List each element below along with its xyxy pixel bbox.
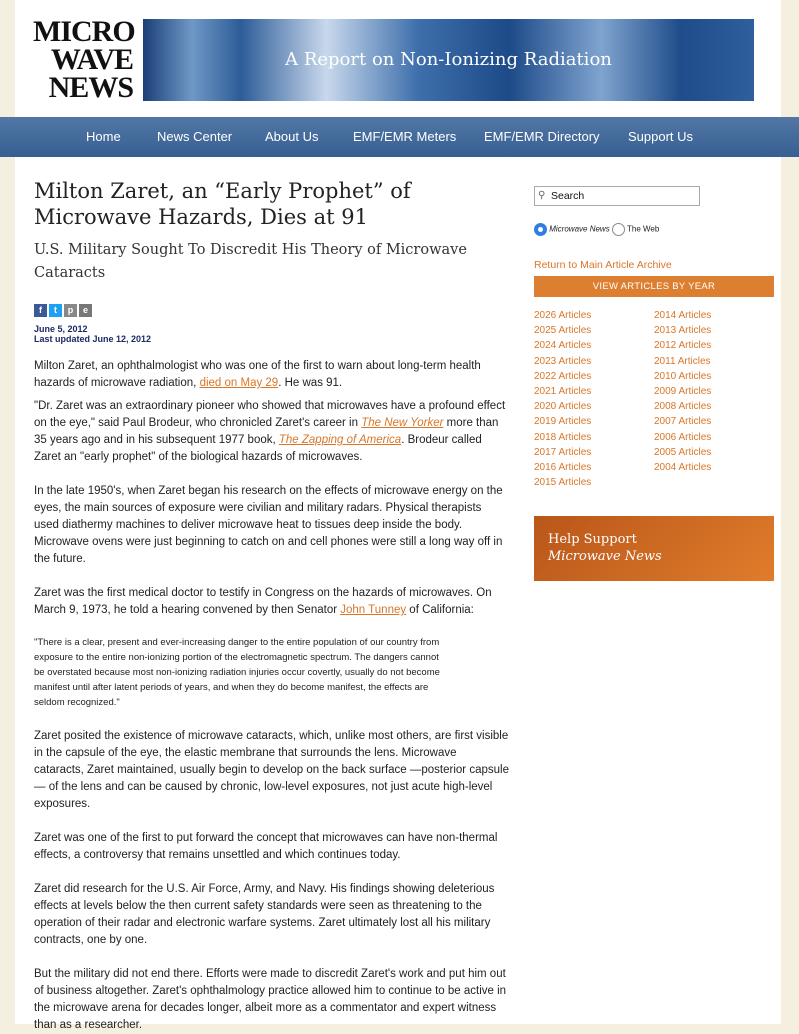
year-link[interactable]: 2013 Articles (654, 325, 712, 337)
paragraph: Zaret was the first medical doctor to testify in Congress on the hazards of microwaves. On March 9, 1973, he told a hearing convened by then Senator John Tunney of California: (34, 587, 492, 616)
nav-emf-meters[interactable]: EMF/EMR Meters (353, 129, 457, 144)
help-line1: Help Support (548, 532, 637, 547)
logo-line: MICRO (33, 15, 135, 48)
year-link[interactable]: 2018 Articles (534, 431, 592, 443)
nav-news-center[interactable]: News Center (157, 129, 233, 144)
year-link[interactable]: 2014 Articles (654, 310, 712, 321)
paragraph: But the military did not end there. Efforts were made to discredit Zaret's work and put him out of business altogether. Zaret's ophthalmology practice allowed him to continue to be active in the microwave arena for decades longer, albeit more as a commentator and expert witness than as a researcher. (34, 968, 507, 1031)
year-link[interactable]: 2026 Articles (534, 310, 592, 321)
help-line2: Microwave News (548, 549, 662, 564)
year-link[interactable]: 2021 Articles (534, 386, 592, 398)
email-icon[interactable]: e (79, 304, 92, 317)
search-scope (534, 223, 659, 236)
year-link[interactable]: 2009 Articles (654, 386, 712, 398)
nav-support-us[interactable]: Support Us (628, 129, 694, 144)
nav-emf-directory[interactable]: EMF/EMR Directory (484, 129, 600, 144)
paragraph: Zaret did research for the U.S. Air Force, Army, and Navy. His findings showing deleterious effects at levels below the then current safety standards were seen as threatening to the operation of their radar and electronic warfare systems. Zaret ultimately lost all his military contracts, one by one. (34, 883, 495, 946)
year-link[interactable]: 2024 Articles (534, 340, 592, 352)
radio-the-web[interactable] (612, 223, 625, 236)
banner-tagline: A Report on Non-Ionizing Radiation (285, 49, 612, 70)
article-subtitle: U.S. Military Sought To Discredit His Theory of Microwave Cataracts (34, 242, 467, 281)
article-dates (34, 324, 151, 344)
article-body (34, 358, 509, 1034)
year-link[interactable]: 2019 Articles (534, 416, 592, 428)
year-link[interactable]: 2016 Articles (534, 462, 592, 474)
year-link[interactable]: 2006 Articles (654, 431, 712, 443)
year-link[interactable]: 2007 Articles (654, 416, 712, 428)
year-link[interactable]: 2022 Articles (534, 370, 592, 382)
header-banner (143, 19, 754, 101)
year-link[interactable]: 2015 Articles (534, 477, 592, 489)
paragraph: Milton Zaret, an ophthalmologist who was one of the first to warn about long-term health hazards of microwave radiation, died on May 29. He was 91. (34, 360, 481, 389)
nav-about-us[interactable]: About Us (265, 129, 319, 144)
year-link[interactable]: 2010 Articles (654, 370, 712, 382)
year-link[interactable]: 2011 Articles (654, 355, 711, 367)
paragraph: "Dr. Zaret was an extraordinary pioneer who showed that microwaves have a profound effect on the eye," said Paul Brodeur, who chronicled Zaret's career in The New Yorker more than 35 years ago and in his subsequent 1977 book, The Zapping of America. Brodeur called Zaret an "early prophet" of the biological hazards of microwaves. (34, 400, 506, 463)
year-link[interactable]: 2004 Articles (654, 462, 712, 474)
twitter-icon[interactable]: t (49, 304, 62, 317)
archive-link[interactable]: Return to Main Article Archive (534, 259, 672, 271)
radio-label: The Web (627, 224, 660, 234)
year-link[interactable]: 2005 Articles (654, 446, 712, 458)
new-yorker-link[interactable]: The New Yorker (361, 417, 444, 429)
blockquote: "There is a clear, present and ever-increasing danger to the entire population of our country from exposure to the entire non-ionizing portion of the electromagnetic spectrum. The dangers cannot be overstated because most non-ionizing radiation injuries occur covertly, usually do not become manifest until after latent periods of years, and when they do become manifest, the effects are seldom recognized." (34, 637, 440, 708)
died-link[interactable]: died on May 29 (199, 377, 279, 389)
radio-microwave-news[interactable] (534, 223, 547, 236)
year-link[interactable]: 2008 Articles (654, 401, 712, 413)
updated-date: Last updated June 12, 2012 (34, 334, 152, 344)
search-placeholder: Search (551, 190, 585, 202)
year-link[interactable]: 2017 Articles (534, 446, 592, 458)
search-input[interactable] (534, 186, 700, 206)
logo-line: NEWS (48, 71, 133, 104)
header (15, 0, 781, 117)
radio-label: Microwave News (549, 224, 610, 234)
article (34, 178, 509, 1031)
year-link[interactable]: 2012 Articles (654, 340, 712, 352)
article-title: Milton Zaret, an “Early Prophet” of Microwave Hazards, Dies at 91 (34, 179, 411, 229)
help-support-banner[interactable] (534, 516, 774, 581)
site-logo[interactable] (33, 15, 135, 104)
tunney-link[interactable]: John Tunney (340, 604, 407, 616)
zapping-link[interactable]: The Zapping of America (278, 434, 402, 446)
share-icons (34, 300, 94, 314)
years-right (654, 308, 711, 475)
paragraph: Zaret was one of the first to put forward the concept that microwaves can have non-thermal effects, a controversy that remains unsettled and which continues today. (34, 832, 498, 861)
paragraph: In the late 1950's, when Zaret began his research on the effects of microwave energy on the eyes, the main sources of exposure were civilian and military radars. Physical therapists used diathermy machines to deliver microwave heat to tissues deep inside the body. Microwave ovens were just beginning to catch on and cell phones were still a long way off in the future. (34, 485, 503, 565)
year-link[interactable]: 2025 Articles (534, 325, 592, 337)
search-icon: ⚲ (538, 190, 546, 201)
view-articles-bar[interactable]: VIEW ARTICLES BY YEAR (534, 276, 774, 297)
year-link[interactable]: 2020 Articles (534, 401, 592, 413)
facebook-icon[interactable]: f (34, 304, 47, 317)
publish-date: June 5, 2012 (34, 324, 88, 334)
logo-line: WAVE (50, 43, 133, 76)
paragraph: Zaret posited the existence of microwave cataracts, which, unlike most others, are first visible in the capsule of the eye, the elastic membrane that surrounds the lens. Microwave cataracts, Zaret maintained, usually begin to develop on the back surface —posterior capsule— of the lens and can be caused by chronic, low-level exposures, not just acute high-level exposures. (34, 730, 509, 810)
years-left (534, 308, 591, 490)
year-link[interactable]: 2023 Articles (534, 355, 592, 367)
nav-home[interactable]: Home (86, 129, 121, 144)
main-nav (0, 117, 799, 157)
print-icon[interactable]: p (64, 304, 77, 317)
